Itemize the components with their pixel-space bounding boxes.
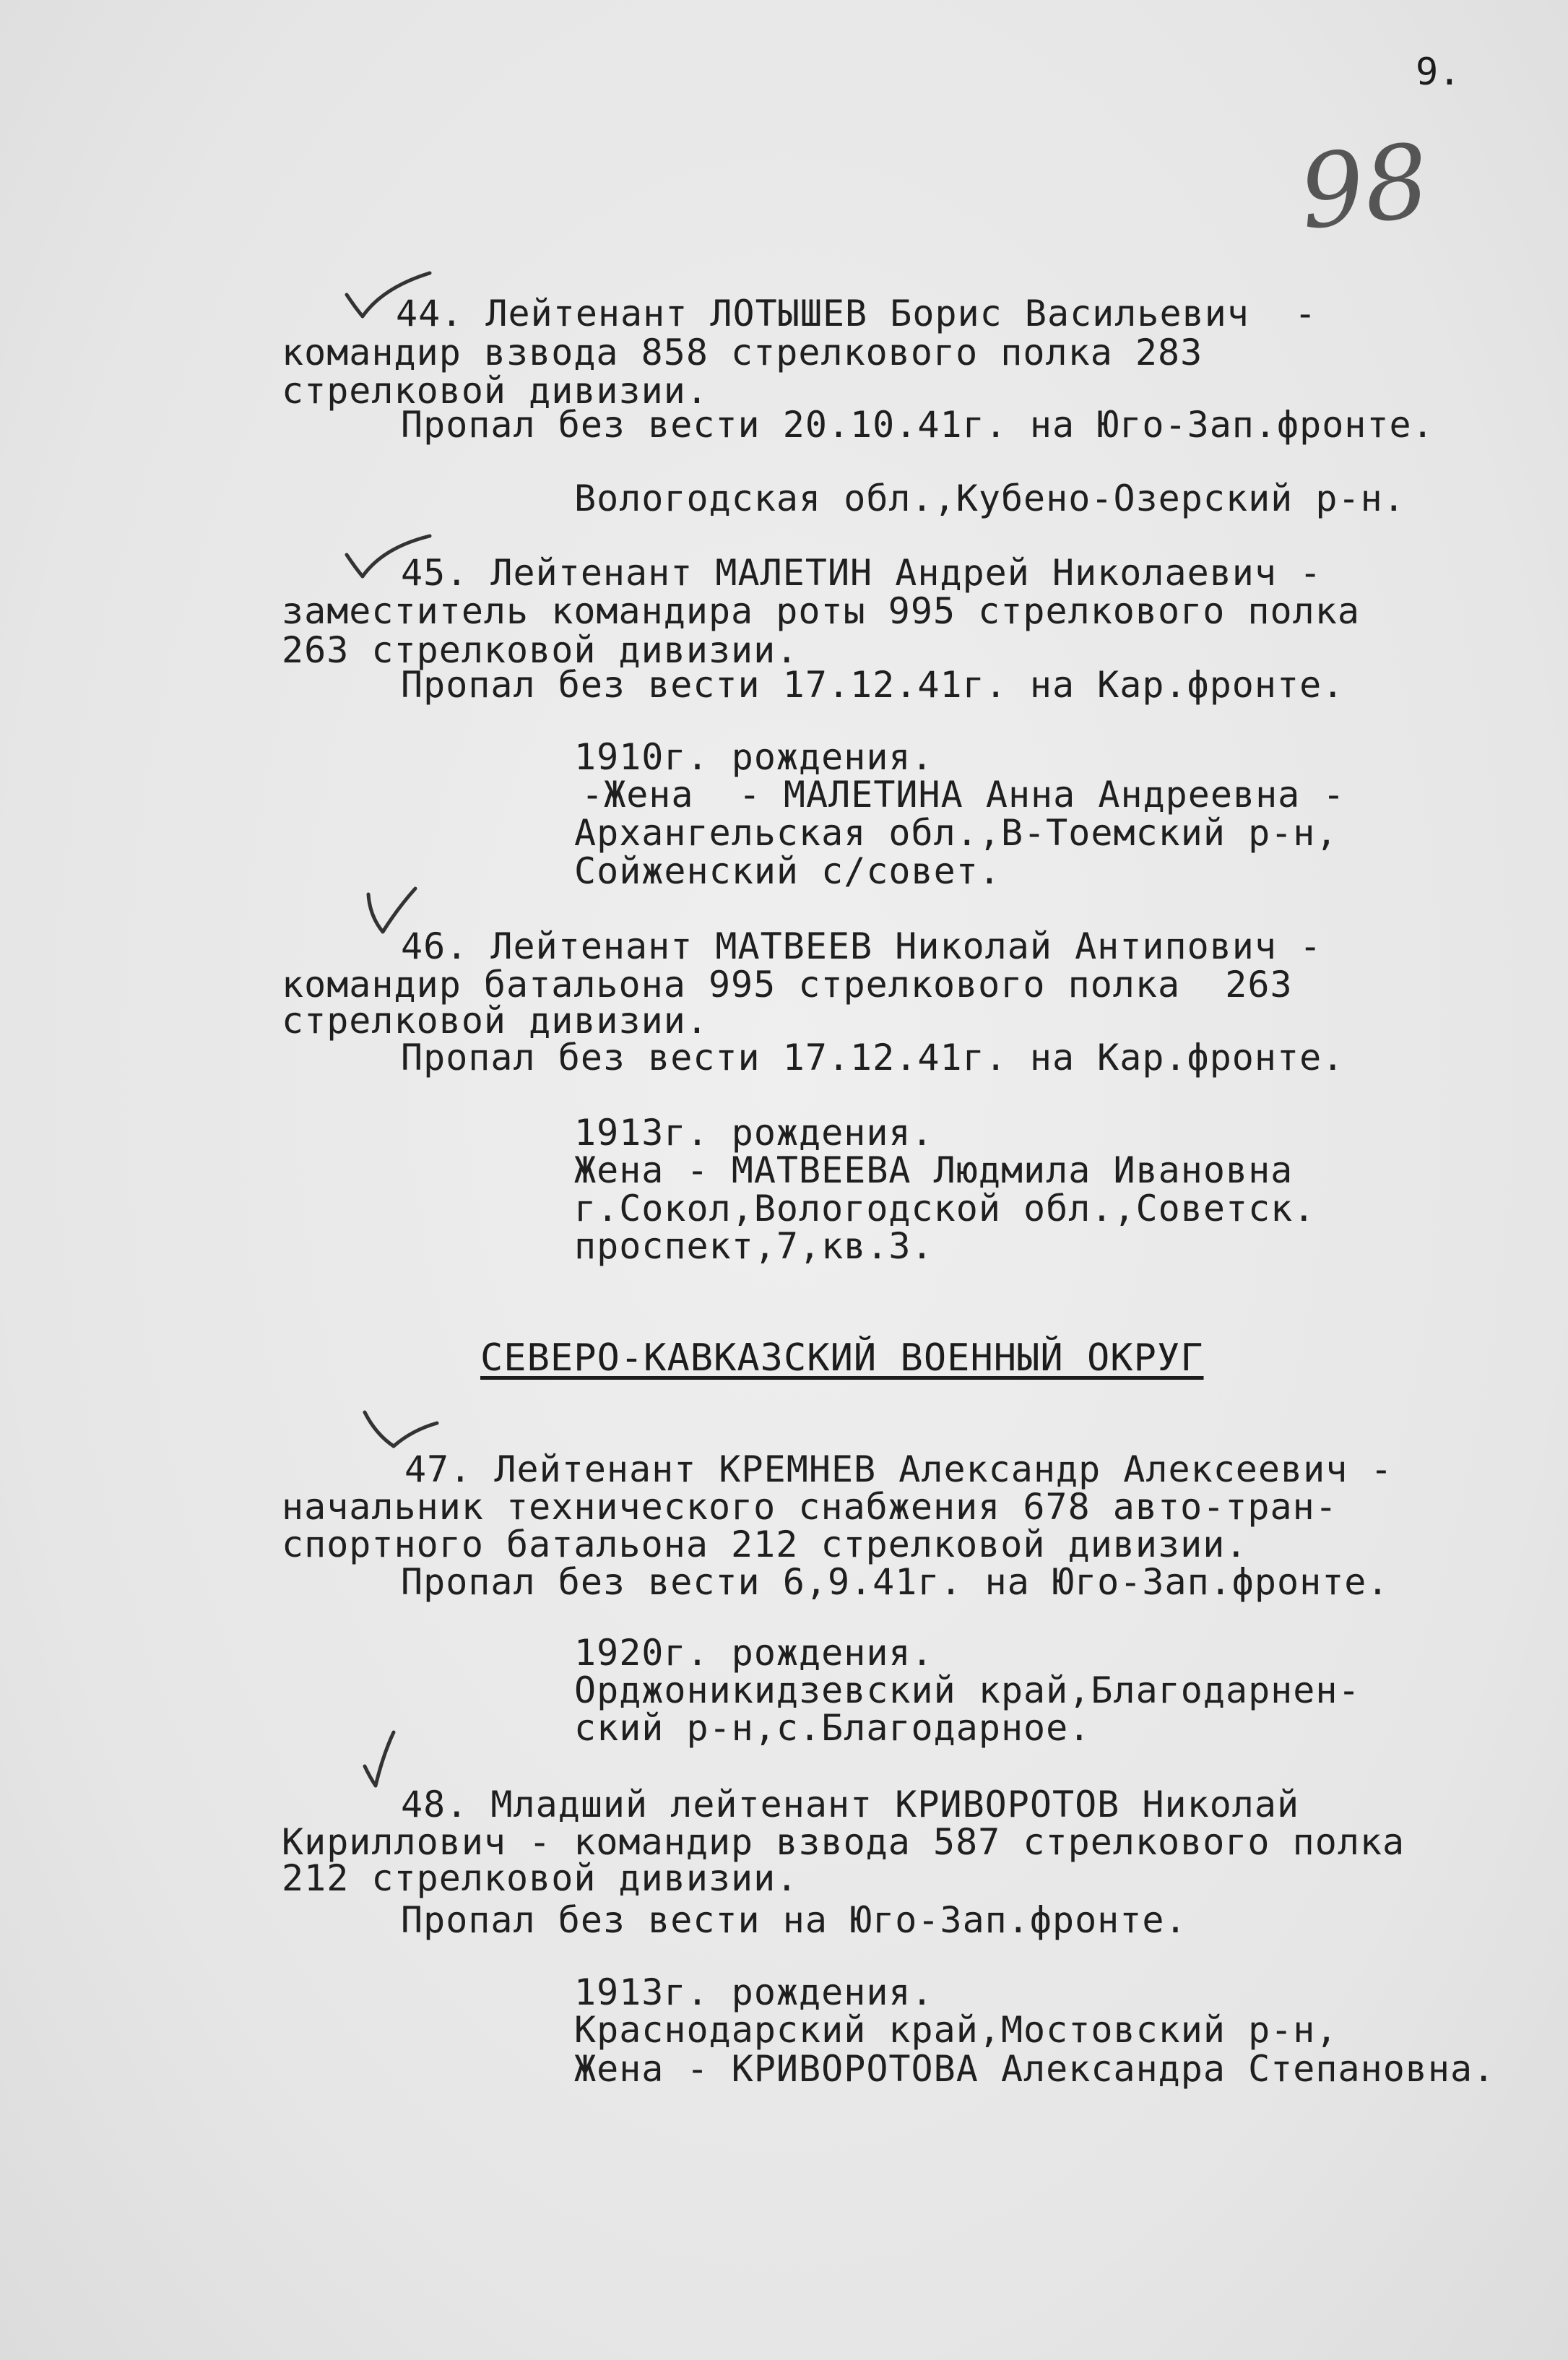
entry-48-line-5: 1913г. рождения. [574, 1971, 934, 2013]
entry-45-line-2: заместитель командира роты 995 стрелкового полка [282, 590, 1360, 632]
entry-44-line-1: 44. Лейтенант ЛОТЫШЕВ Борис Васильевич - [396, 293, 1317, 334]
entry-44-line-3: стрелковой дивизии. [282, 370, 709, 412]
entry-47-line-1: 47. Лейтенант КРЕМНЕВ Александр Алексеевич - [404, 1448, 1393, 1490]
entry-46-line-4: Пропал без вести 17.12.41г. на Кар.фронте. [401, 1037, 1345, 1079]
entry-45-line-3: 263 стрелковой дивизии. [282, 629, 799, 671]
entry-44-line-5: Вологодская обл.,Кубено-Озерский р-н. [574, 477, 1405, 519]
entry-46-line-6: Жена - МАТВЕЕВА Людмила Ивановна [574, 1149, 1294, 1191]
entry-44-line-4: Пропал без вести 20.10.41г. на Юго-Зап.фронте. [401, 404, 1434, 446]
entry-48-line-2: Кириллович - командир взвода 587 стрелкового полка [282, 1821, 1405, 1863]
entry-45-line-5: 1910г. рождения. [574, 736, 934, 778]
entry-48-line-4: Пропал без вести на Юго-Зап.фронте. [401, 1899, 1187, 1941]
entry-46-line-5: 1913г. рождения. [574, 1112, 934, 1154]
entry-47-line-7: ский р-н,с.Благодарное. [574, 1707, 1091, 1749]
entry-46-line-3: стрелковой дивизии. [282, 1000, 709, 1042]
page-number: 9. [1416, 51, 1461, 94]
entry-45-line-6: -Жена - МАЛЕТИНА Анна Андреевна - [581, 774, 1346, 816]
entry-48-line-7: Жена - КРИВОРОТОВА Александра Степановна. [574, 2048, 1496, 2090]
entry-47-line-4: Пропал без вести 6,9.41г. на Юго-Зап.фронте. [401, 1561, 1390, 1603]
entry-47-line-3: спортного батальона 212 стрелковой дивизии. [282, 1523, 1248, 1565]
entry-46-line-8: проспект,7,кв.3. [574, 1225, 934, 1267]
entry-45-line-1: 45. Лейтенант МАЛЕТИН Андрей Николаевич - [401, 552, 1322, 594]
checkmark-icon [354, 1726, 455, 1791]
entry-45-line-7: Архангельская обл.,В-Тоемский р-н, [574, 812, 1338, 854]
entry-45-line-4: Пропал без вести 17.12.41г. на Кар.фронте. [401, 664, 1345, 706]
archive-number-handwritten: 98 [1294, 122, 1435, 253]
entry-47-line-5: 1920г. рождения. [574, 1632, 934, 1674]
entry-45-line-8: Сойженский с/совет. [574, 850, 1001, 892]
entry-46-line-2: командир батальона 995 стрелкового полка 263 [282, 964, 1293, 1006]
entry-44-line-2: командир взвода 858 стрелкового полка 283 [282, 332, 1203, 373]
entry-46-line-7: г.Сокол,Вологодской обл.,Советск. [574, 1188, 1316, 1229]
entry-48-line-6: Краснодарский край,Мостовский р-н, [574, 2009, 1338, 2051]
entry-46-line-1: 46. Лейтенант МАТВЕЕВ Николай Антипович - [401, 925, 1322, 967]
entry-47-line-6: Орджоникидзевский край,Благодарнен- [574, 1669, 1361, 1711]
section-heading: СЕВЕРО-КАВКАЗСКИЙ ВОЕННЫЙ ОКРУГ [480, 1336, 1204, 1380]
entry-48-line-3: 212 стрелковой дивизии. [282, 1857, 799, 1899]
entry-48-line-1: 48. Младший лейтенант КРИВОРОТОВ Николай [401, 1784, 1300, 1825]
entry-47-line-2: начальник технического снабжения 678 авто-тран- [282, 1486, 1338, 1528]
